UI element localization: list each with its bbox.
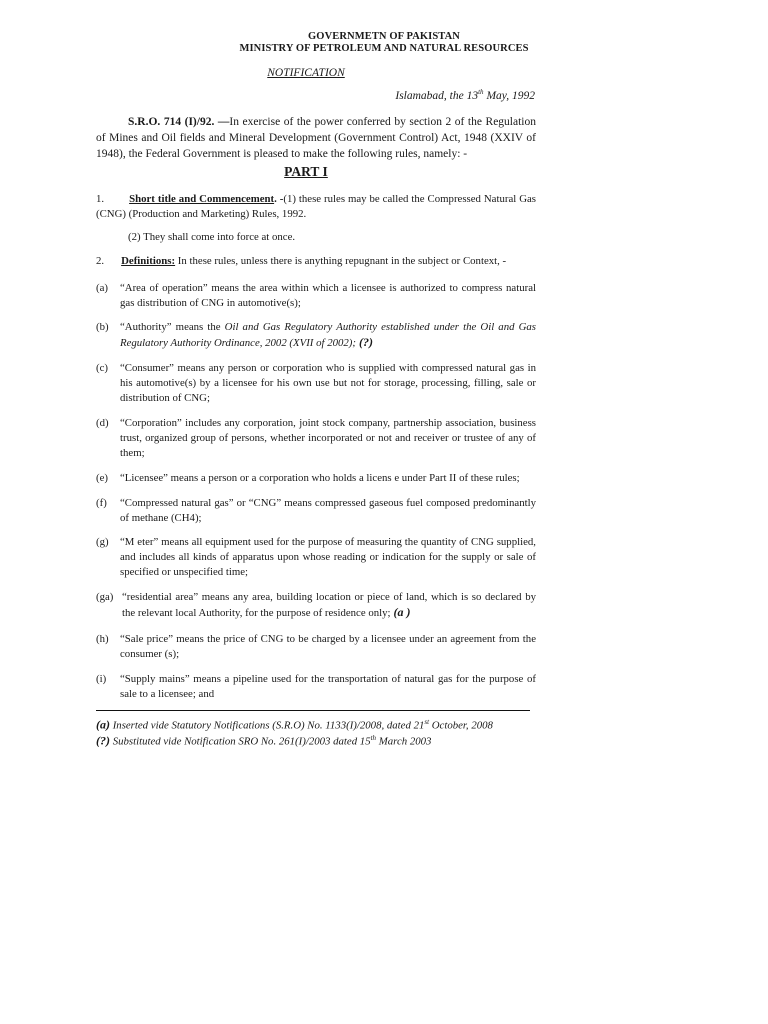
definition-d: (d) “Corporation” includes any corporation, joint stock company, partnership association, business trust, organized group of persons, whether incorporated or not and receiver or trustee of any of them; xyxy=(96,417,536,460)
date-line: Islamabad, the 13th May, 1992 xyxy=(395,88,535,102)
definition-c: (c) “Consumer” means any person or corporation who is supplied with compressed natural gas in his automotive(s) by a licensee for his own use but not for storage, processing, filling, sale or distribution of CNG; xyxy=(96,362,536,405)
definition-g: (g) “M eter” means all equipment used for the purpose of measuring the quantity of CNG supplied, and includes all kinds of apparatus upon whose reading or indication for the supply or sale of specified or unspecified time; xyxy=(96,536,536,579)
header-government: GOVERNMETN OF PAKISTAN xyxy=(308,31,460,42)
rule-2: 2. Definitions: In these rules, unless there is anything repugnant in the subject or Context, - xyxy=(96,255,507,267)
definition-ga: (ga) “residential area” means any area, building location or piece of land, which is so declared by the relevant local Authority, for the purpose of residence only; (a ) xyxy=(96,591,536,620)
rule-2-heading: Definitions: xyxy=(121,255,176,267)
definition-i: (i) “Supply mains” means a pipeline used for the transportation of natural gas for the purpose of sale to a licensee; and xyxy=(96,673,536,701)
definition-e: (e) “Licensee” means a person or a corporation who holds a licens e under Part II of these rules; xyxy=(96,472,520,484)
rule-1: 1. Short title and Commencement. -(1) these rules may be called the Compressed Natural Gas (CNG) (Production and Marketing) Rules, 1992. xyxy=(96,193,536,221)
rule-1-sub2: (2) They shall come into force at once. xyxy=(128,231,296,243)
definition-a: (a) “Area of operation” means the area within which a licensee is authorized to compress natural gas distribution of CNG in automotive(s); xyxy=(96,282,536,310)
part-heading: PART I xyxy=(284,164,328,179)
rule-2-text: In these rules, unless there is anything repugnant in the subject or Context, - xyxy=(175,255,507,267)
definition-f: (f) “Compressed natural gas” or “CNG” means compressed gaseous fuel composed predominantly of methane (CH4); xyxy=(96,497,536,525)
header-ministry: MINISTRY OF PETROLEUM AND NATURAL RESOURCES xyxy=(239,43,529,54)
preamble xyxy=(96,114,536,162)
footnote-marker: (a ) xyxy=(390,605,411,620)
rule-1-heading: Short title and Commencement xyxy=(129,193,275,205)
rule-1-text: (1) these rules may be called the Compressed Natural Gas (CNG) (Production and Marketing) Rules, 1992. xyxy=(96,193,536,221)
notification-label: NOTIFICATION xyxy=(267,67,345,79)
definition-b: (b) “Authority” means the Oil and Gas Regulatory Authority established under the Oil and Gas Regulatory Authority Ordinance, 2002 (XVII of 2002); (?) xyxy=(96,321,536,350)
footnote-divider xyxy=(96,710,530,711)
preamble-text: In exercise of the power conferred by section 2 of the Regulation of Mines and Oil fields and Mineral Development (Government Control) Act, 1948 (XXIV of 1948), the Federal Government is pleased to make the following rules, namely: - xyxy=(96,116,536,160)
footnote-2: (?) Substituted vide Notification SRO No. 261(I)/2003 dated 15th March 2003 xyxy=(96,733,432,748)
footnote-1: (a) Inserted vide Statutory Notifications (S.R.O) No. 1133(I)/2008, dated 21st October, 2008 xyxy=(96,717,493,732)
sro-number: S.R.O. 714 (I)/92. — xyxy=(128,116,230,128)
definition-h: (h) “Sale price” means the price of CNG to be charged by a licensee under an agreement from the consumer (s); xyxy=(96,633,536,661)
footnote-marker: (?) xyxy=(356,335,373,350)
